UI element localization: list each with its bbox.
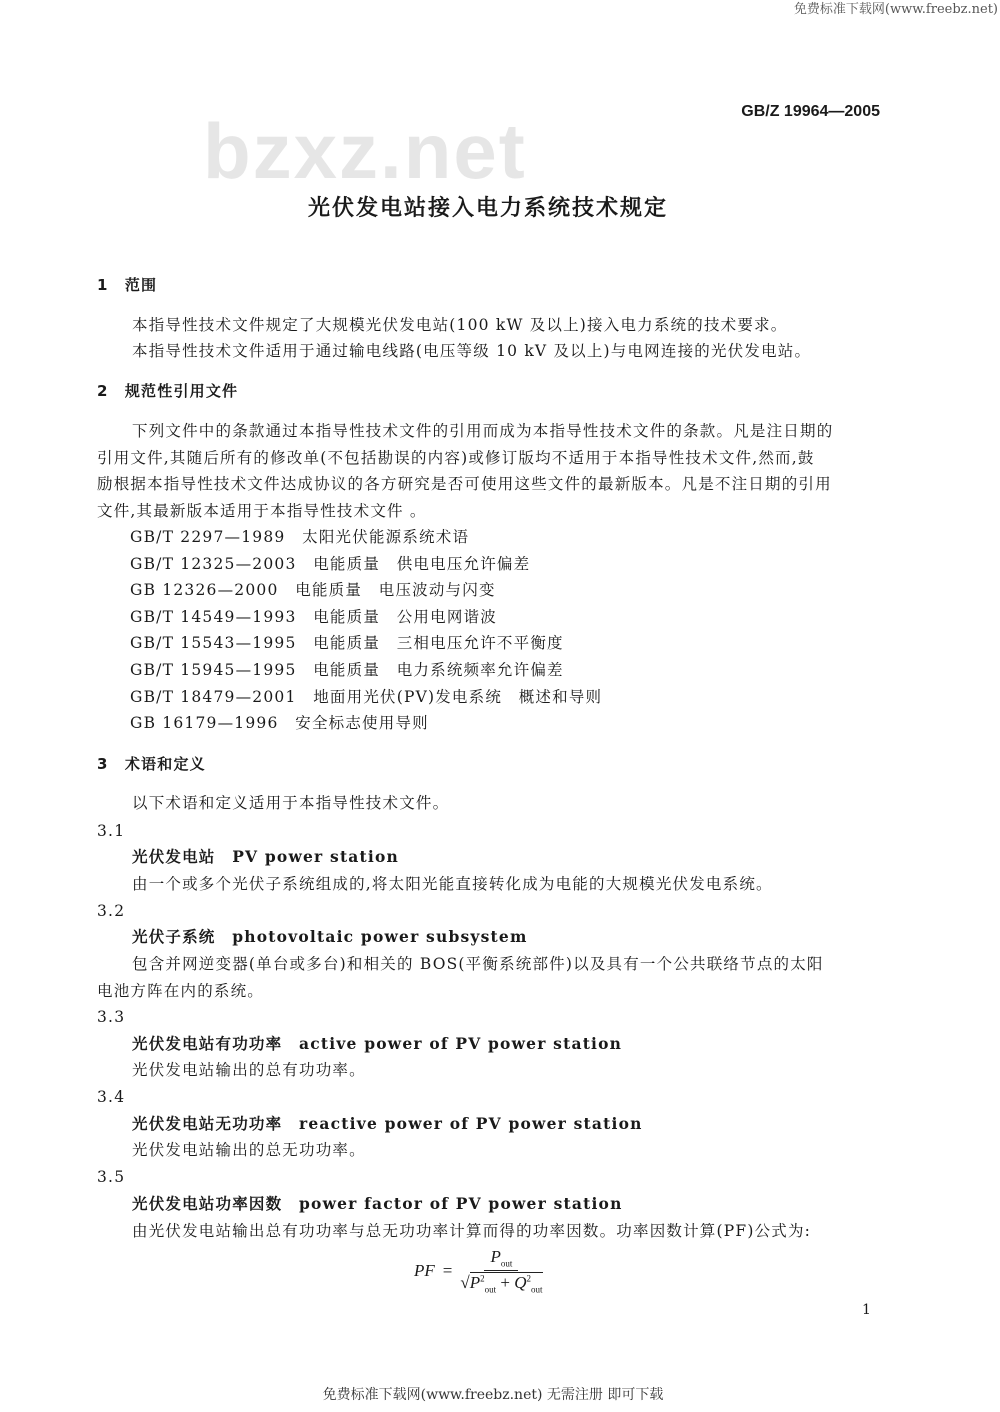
footer-watermark: 免费标准下载网(www.freebz.net) 无需注册 即可下载 <box>322 1387 664 1403</box>
term-definition: 由一个或多个光伏子系统组成的,将太阳光能直接转化成为电能的大规模光伏发电系统。 <box>132 875 773 893</box>
logo-watermark: bzxz.net <box>203 107 527 195</box>
formula-fraction <box>460 1247 542 1295</box>
term-definition: 由光伏发电站输出总有功功率与总无功功率计算而得的功率因数。功率因数计算(PF)公式为: <box>132 1222 812 1240</box>
formula-lhs: PF <box>414 1260 435 1280</box>
formula-p: P <box>469 1273 481 1293</box>
paragraph-line: 文件,其最新版本适用于本指导性技术文件 。 <box>97 502 427 520</box>
section-1-heading <box>97 276 157 294</box>
reference-item: GB/T 18479—2001 地面用光伏(PV)发电系统 概述和导则 <box>130 688 603 706</box>
formula-q: Q <box>514 1273 527 1293</box>
section-number: 1 <box>97 276 109 294</box>
formula-subscript: out <box>531 1284 543 1295</box>
reference-item: GB/T 14549—1993 电能质量 公用电网谐波 <box>130 608 497 626</box>
formula-subscript: out <box>500 1258 513 1269</box>
paragraph: 本指导性技术文件适用于通过输电线路(电压等级 10 kV 及以上)与电网连接的光伏发电站。 <box>132 342 812 360</box>
clause-number: 3.4 <box>97 1088 126 1106</box>
reference-item: GB/T 15945—1995 电能质量 电力系统频率允许偏差 <box>130 661 564 679</box>
reference-item: GB/T 12325—2003 电能质量 供电电压允许偏差 <box>130 555 531 573</box>
page-number: 1 <box>862 1302 871 1318</box>
formula-p: P <box>490 1247 501 1266</box>
clause-number: 3.5 <box>97 1168 126 1186</box>
paragraph-line: 下列文件中的条款通过本指导性技术文件的引用而成为本指导性技术文件的条款。凡是注日期的 <box>132 422 834 440</box>
term-definition: 光伏发电站输出的总无功功率。 <box>132 1141 366 1159</box>
term-title: 光伏发电站有功功率 active power of PV power station <box>132 1034 623 1053</box>
term-title: 光伏发电站功率因数 power factor of PV power station <box>132 1194 623 1213</box>
formula-plus: + <box>500 1273 510 1293</box>
paragraph-line: 励根据本指导性技术文件达成协议的各方研究是否可使用这些文件的最新版本。凡是不注日期的引用 <box>97 475 832 493</box>
clause-number: 3.1 <box>97 822 126 840</box>
formula-equals: = <box>442 1260 453 1280</box>
paragraph-line: 引用文件,其随后所有的修改单(不包括勘误的内容)或修订版均不适用于本指导性技术文件,然而,鼓 <box>97 449 815 467</box>
reference-item: GB/T 2297—1989 太阳光伏能源系统术语 <box>130 528 470 546</box>
site-watermark: 免费标准下载网(www.freebz.net) <box>793 2 998 17</box>
formula-exponent: 2 <box>480 1273 485 1284</box>
section-number: 2 <box>97 382 109 400</box>
reference-item: GB/T 15543—1995 电能质量 三相电压允许不平衡度 <box>130 634 564 652</box>
formula-denominator <box>460 1271 542 1294</box>
document-title: 光伏发电站接入电力系统技术规定 <box>307 196 668 221</box>
term-title: 光伏发电站 PV power station <box>132 847 400 866</box>
paragraph: 本指导性技术文件规定了大规模光伏发电站(100 kW 及以上)接入电力系统的技术要求。 <box>132 316 788 334</box>
formula-subscript: out <box>484 1284 497 1295</box>
section-title: 术语和定义 <box>124 755 206 773</box>
clause-number: 3.3 <box>97 1008 126 1026</box>
term-definition: 电池方阵在内的系统。 <box>97 982 265 1000</box>
formula-numerator <box>484 1247 518 1271</box>
paragraph: 以下术语和定义适用于本指导性技术文件。 <box>132 794 450 812</box>
term-title: 光伏发电站无功功率 reactive power of PV power station <box>132 1114 643 1133</box>
reference-item: GB 12326—2000 电能质量 电压波动与闪变 <box>130 581 496 599</box>
section-title: 规范性引用文件 <box>124 382 239 400</box>
term-definition: 包含并网逆变器(单台或多台)和相关的 BOS(平衡系统部件)以及具有一个公共联络节点的太阳 <box>132 955 824 973</box>
term-title: 光伏子系统 photovoltaic power subsystem <box>132 927 528 946</box>
clause-number: 3.2 <box>97 902 126 920</box>
standard-number: GB/Z 19964—2005 <box>741 103 880 120</box>
sqrt-symbol: √ <box>460 1273 470 1293</box>
section-number: 3 <box>97 755 109 773</box>
radicand <box>469 1272 543 1295</box>
formula-exponent: 2 <box>526 1273 531 1284</box>
section-2-heading <box>97 382 238 400</box>
section-3-heading <box>97 755 206 773</box>
section-title: 范围 <box>124 276 158 294</box>
power-factor-formula <box>414 1247 543 1295</box>
reference-item: GB 16179—1996 安全标志使用导则 <box>130 714 429 732</box>
term-definition: 光伏发电站输出的总有功功率。 <box>132 1061 366 1079</box>
